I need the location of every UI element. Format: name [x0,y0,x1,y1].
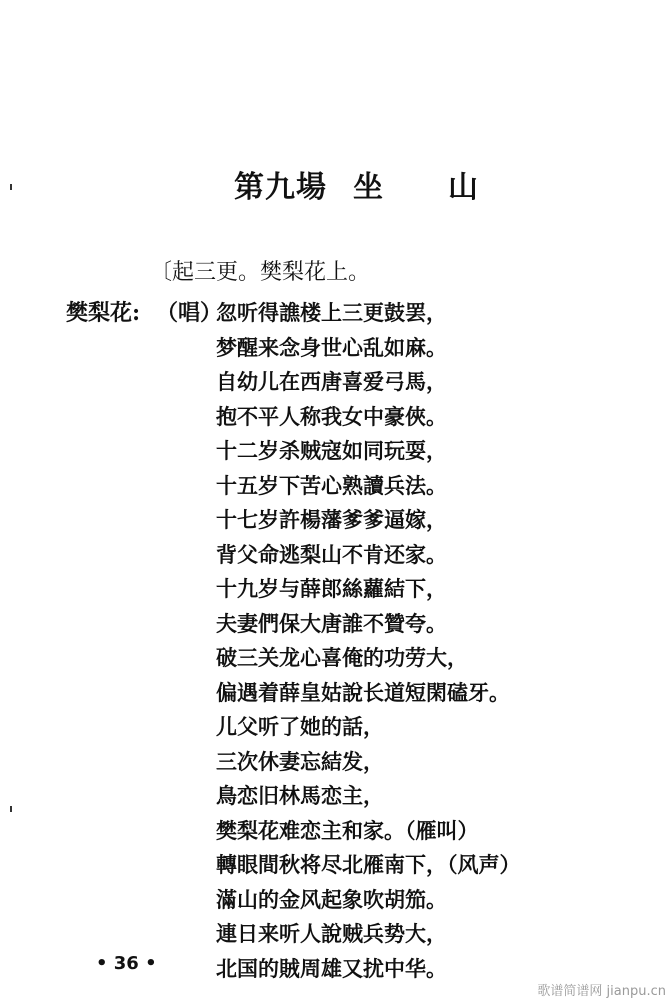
scene-title-word-1: 坐 [353,170,384,205]
margin-mark-top [10,184,12,190]
verse-line: 三次休妻忘結发， [216,748,384,774]
scene-title [234,168,479,208]
verse-line: 十五岁下苦心熟讀兵法。 [216,472,447,498]
verse-line: 連日来听人說贼兵势大， [216,921,447,946]
verse-line: 十九岁与薛郎絲蘿結下， [216,576,447,601]
margin-mark-bottom [10,806,12,812]
verse-line: 自幼儿在西唐喜爱弓馬， [216,369,447,394]
verse-line: 轉眼間秋将尽北雁南下，（风声） [216,852,521,877]
verse-line: 北国的賊周雄又扰中华。 [216,955,447,981]
verse-line: 滿山的金风起象吹胡笳。 [216,886,447,912]
verse-line: 十七岁許楊藩爹爹逼嫁， [216,507,447,532]
verse-line: 背父命逃梨山不肯还家。 [216,541,447,567]
verse-line: 夫妻們保大唐誰不贊夸。 [216,610,447,636]
verse-line: 抱不平人称我女中豪俠。 [216,403,447,429]
stage-direction: 〔起三更。樊梨花上。 [150,260,371,285]
verse-block [216,298,656,988]
verse-line: 偏遇着薛皇姑說长道短閑磕牙。 [216,679,510,705]
sing-mark: （唱） [156,300,223,326]
scene-title-word-2: 山 [448,170,479,205]
verse-line: 十二岁杀贼寇如同玩耍， [216,438,447,463]
page-number: • 36 • [96,953,157,974]
verse-line: 破三关龙心喜俺的功劳大， [216,645,468,670]
site-watermark: 歌谱简谱网 jianpu.cn [537,984,666,999]
verse-line: 忽听得譙楼上三更鼓罢， [216,300,447,325]
verse-line: 樊梨花难恋主和家。（雁叫） [216,817,479,843]
scene-title-number: 第九場 [234,170,327,205]
speaker-name: 樊梨花: [66,300,141,326]
verse-line: 儿父听了她的話， [216,714,384,739]
verse-line: 鳥恋旧林馬恋主， [216,783,384,808]
verse-line: 梦醒来念身世心乱如麻。 [216,334,447,360]
